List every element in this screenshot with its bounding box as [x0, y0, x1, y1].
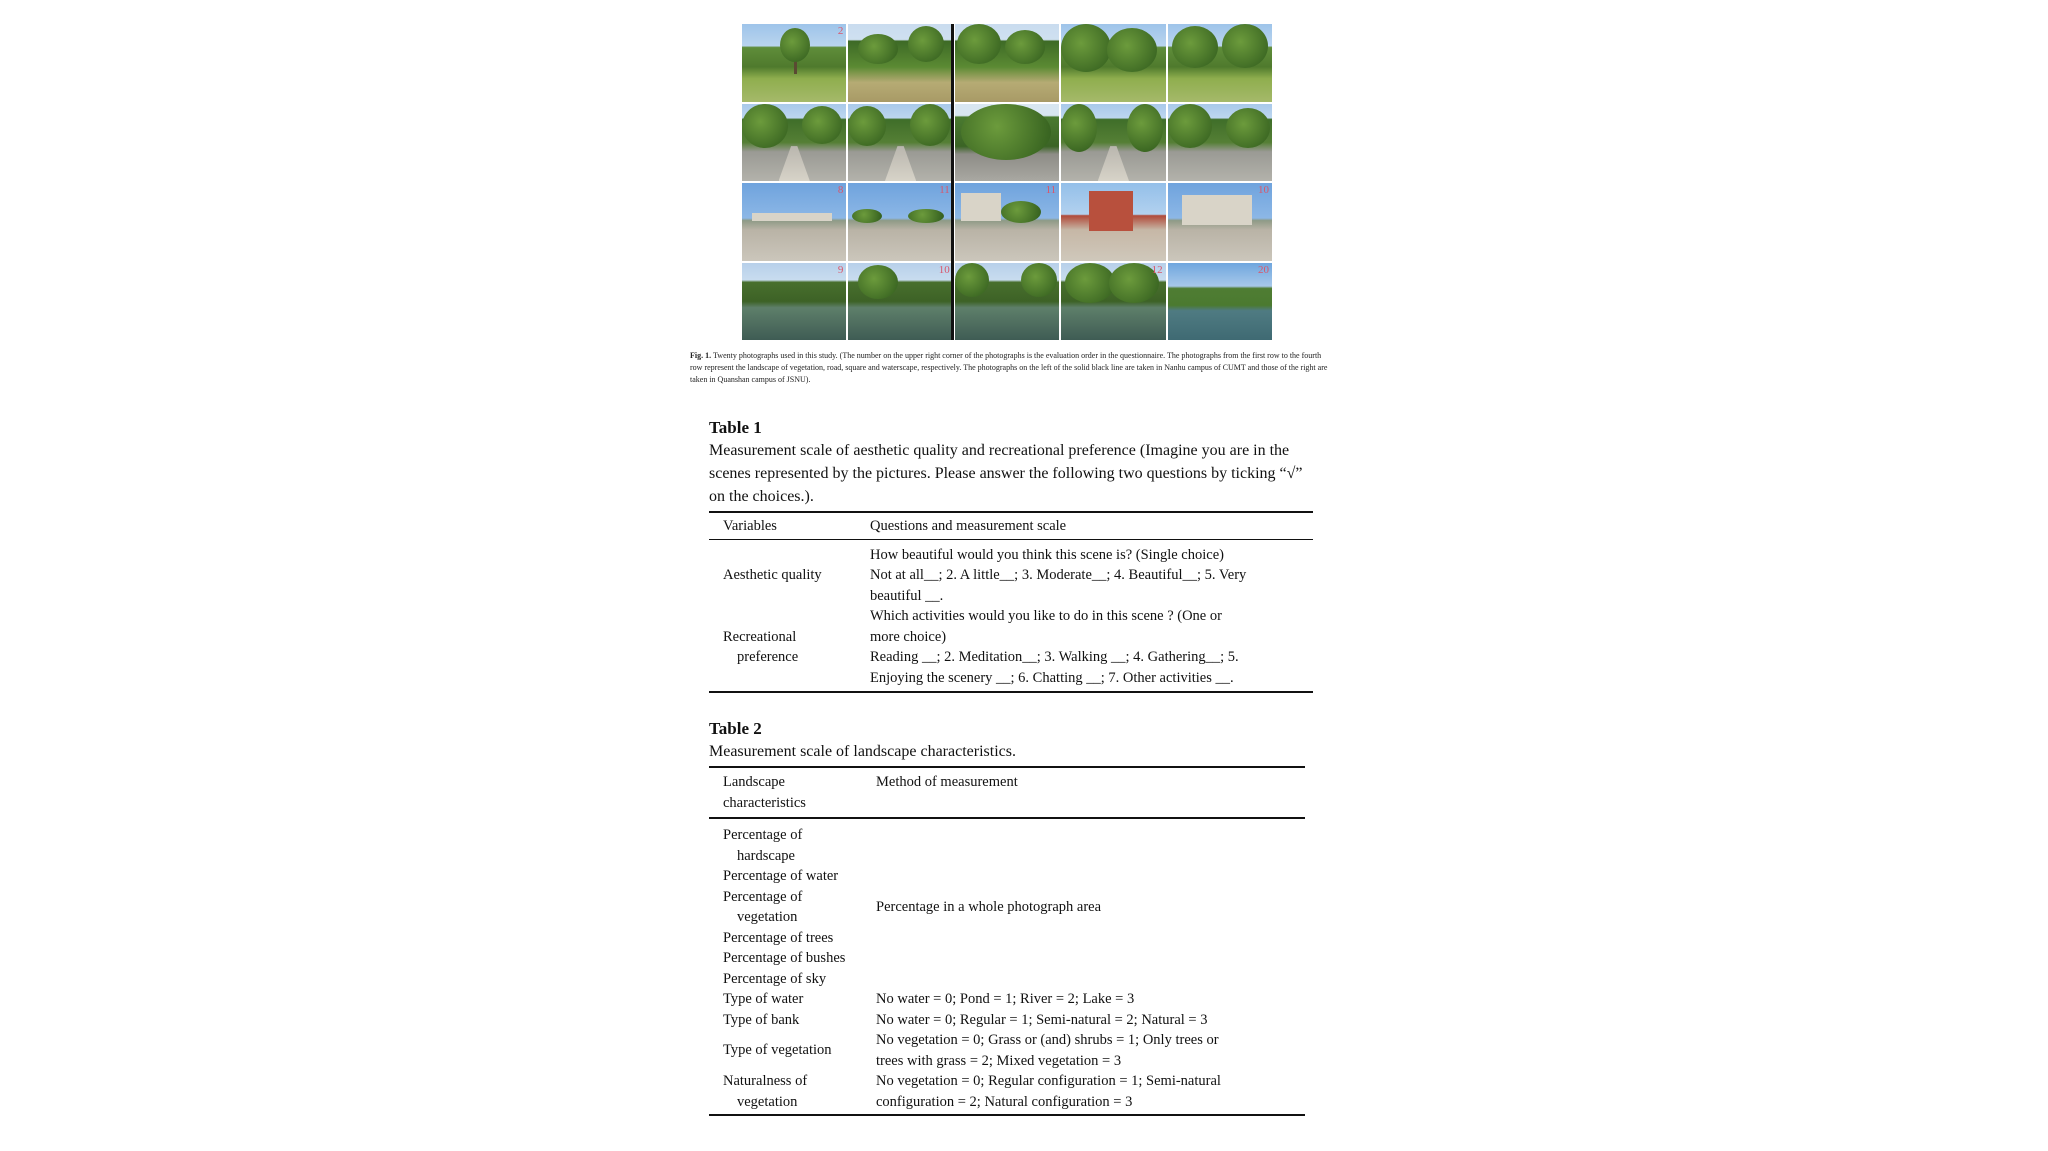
- table-row: [709, 606, 1313, 691]
- table-2-characteristic: Percentage of sky: [723, 970, 827, 987]
- photo-r3c1: [742, 183, 846, 261]
- table-1-question-line: Which activities would you like to do in this scene ? (One or: [870, 608, 1222, 624]
- table-2-header: [709, 768, 1305, 817]
- table-2-characteristic: Percentage of bushes: [723, 950, 846, 966]
- table-row: [709, 1010, 1305, 1031]
- photo-r4c5: [1168, 263, 1272, 341]
- photo-r1c5: [1168, 24, 1272, 102]
- table-2-characteristic: Type of bank: [723, 1011, 800, 1028]
- photo-r4c2: [848, 263, 952, 341]
- table-2-characteristic: Type of water: [723, 991, 804, 1007]
- table-1-header: [709, 513, 1313, 539]
- campus-divider-line: [951, 24, 954, 340]
- table-1-title: Table 1: [709, 418, 762, 437]
- table-2-characteristic: Type of vegetation: [723, 1042, 832, 1059]
- table-2-characteristic-cont: vegetation: [737, 1093, 798, 1110]
- table-1-variable: Aesthetic quality: [723, 567, 822, 583]
- table-2-description: Measurement scale of landscape characteristics.: [709, 743, 1016, 760]
- table-2-header-characteristics: characteristics: [723, 794, 806, 811]
- table-row: [709, 1030, 1305, 1071]
- caption-label: Fig. 1.: [690, 351, 712, 360]
- photo-r1c3: [955, 24, 1059, 102]
- table-row: [709, 819, 1305, 989]
- table-1-description: Measurement scale of aesthetic quality and recreational preference (Imagine you are in the scenes represented by the pictures. Please answer the following two questions by ticking “√” on the choices.).: [709, 442, 1303, 505]
- table-2-characteristic: Percentage of trees: [723, 929, 834, 946]
- photo-r1c1: [742, 24, 846, 102]
- table-2-method-line: trees with grass = 2; Mixed vegetation = 3: [876, 1052, 1122, 1069]
- table-1: [709, 417, 1313, 693]
- table-2: [709, 718, 1305, 1116]
- table-2-method: No water = 0; Pond = 1; River = 2; Lake = 3: [876, 991, 1135, 1007]
- table-row: [709, 540, 1313, 607]
- table-2-title: Table 2: [709, 719, 762, 738]
- table-2-characteristic: Percentage of water: [723, 868, 839, 884]
- table-1-variable: Recreational: [723, 628, 797, 645]
- photo-number: 12: [1151, 263, 1163, 276]
- photo-r2c5: [1168, 104, 1272, 182]
- photo-number: 11: [939, 184, 950, 196]
- table-2-header-landscape: Landscape: [723, 774, 785, 790]
- table-1-question-line: Not at all__; 2. A little__; 3. Moderate__; 4. Beautiful__; 5. Very: [870, 567, 1247, 583]
- table-2-method-line: No vegetation = 0; Grass or (and) shrubs = 1; Only trees or: [876, 1032, 1219, 1048]
- table-1-question-line: How beautiful would you think this scene is? (Single choice): [870, 546, 1224, 563]
- table-2-method: No water = 0; Regular = 1; Semi-natural = 2; Natural = 3: [876, 1011, 1208, 1028]
- photo-number: 11: [1045, 184, 1057, 196]
- photo-r3c4: [1061, 183, 1165, 261]
- photo-r4c1: [742, 263, 846, 341]
- photo-r2c2: [848, 104, 952, 182]
- table-2-method: Percentage in a whole photograph area: [876, 898, 1102, 915]
- table-1-variable-cont: preference: [737, 649, 799, 665]
- photo-number: 2: [837, 25, 844, 37]
- table-2-header-method: Method of measurement: [876, 774, 1018, 790]
- photo-r1c2: [848, 24, 952, 102]
- photo-r3c5: [1168, 183, 1272, 261]
- table-2-characteristic: Percentage of: [723, 888, 803, 905]
- table-2-method-line: No vegetation = 0; Regular configuration = 1; Semi-natural: [876, 1073, 1221, 1089]
- table-2-characteristic: Naturalness of: [723, 1073, 808, 1089]
- table-2-characteristic-cont: hardscape: [737, 847, 795, 864]
- table-1-question-line: Reading __; 2. Meditation__; 3. Walking __; 4. Gathering__; 5.: [870, 649, 1239, 665]
- photo-r3c3: [955, 183, 1059, 261]
- photo-number: 10: [1258, 184, 1269, 196]
- photo-r4c4: [1061, 263, 1165, 341]
- table-1-header-questions: Questions and measurement scale: [870, 518, 1067, 534]
- photo-r2c1: [742, 104, 846, 182]
- photo-r3c2: [848, 183, 952, 261]
- figure-caption: [690, 350, 1330, 386]
- photo-number: 8: [837, 184, 844, 196]
- caption-text: Twenty photographs used in this study. (The number on the upper right corner of the photographs is the evaluation order in the questionnaire. The photographs from the first row to the fourth row represent the landscape of vegetation, road, square and waterscape, respectively. The photographs on the left of the solid black line are taken in Nanhu campus of CUMT and those of the right are taken in Quanshan campus of JSNU).: [690, 351, 1328, 384]
- photo-grid: [742, 24, 1272, 340]
- photo-number: 10: [938, 263, 950, 276]
- photo-number: 9: [837, 263, 844, 276]
- photo-r4c3: [955, 263, 1059, 341]
- table-row: [709, 1071, 1305, 1114]
- table-2-characteristic: Percentage of: [723, 827, 803, 843]
- photo-r1c4: [1061, 24, 1165, 102]
- table-2-characteristic-cont: vegetation: [737, 909, 798, 925]
- table-1-question-line: Enjoying the scenery __; 6. Chatting __; 7. Other activities __.: [870, 669, 1234, 686]
- table-1-header-variables: Variables: [723, 518, 777, 534]
- table-2-method-line: configuration = 2; Natural configuration = 3: [876, 1093, 1133, 1110]
- photo-number: 20: [1258, 263, 1269, 276]
- photo-r2c4: [1061, 104, 1165, 182]
- photo-r2c3: [955, 104, 1059, 182]
- table-row: [709, 989, 1305, 1010]
- table-1-question-line: beautiful __.: [870, 587, 944, 604]
- table-1-question-line: more choice): [870, 628, 947, 645]
